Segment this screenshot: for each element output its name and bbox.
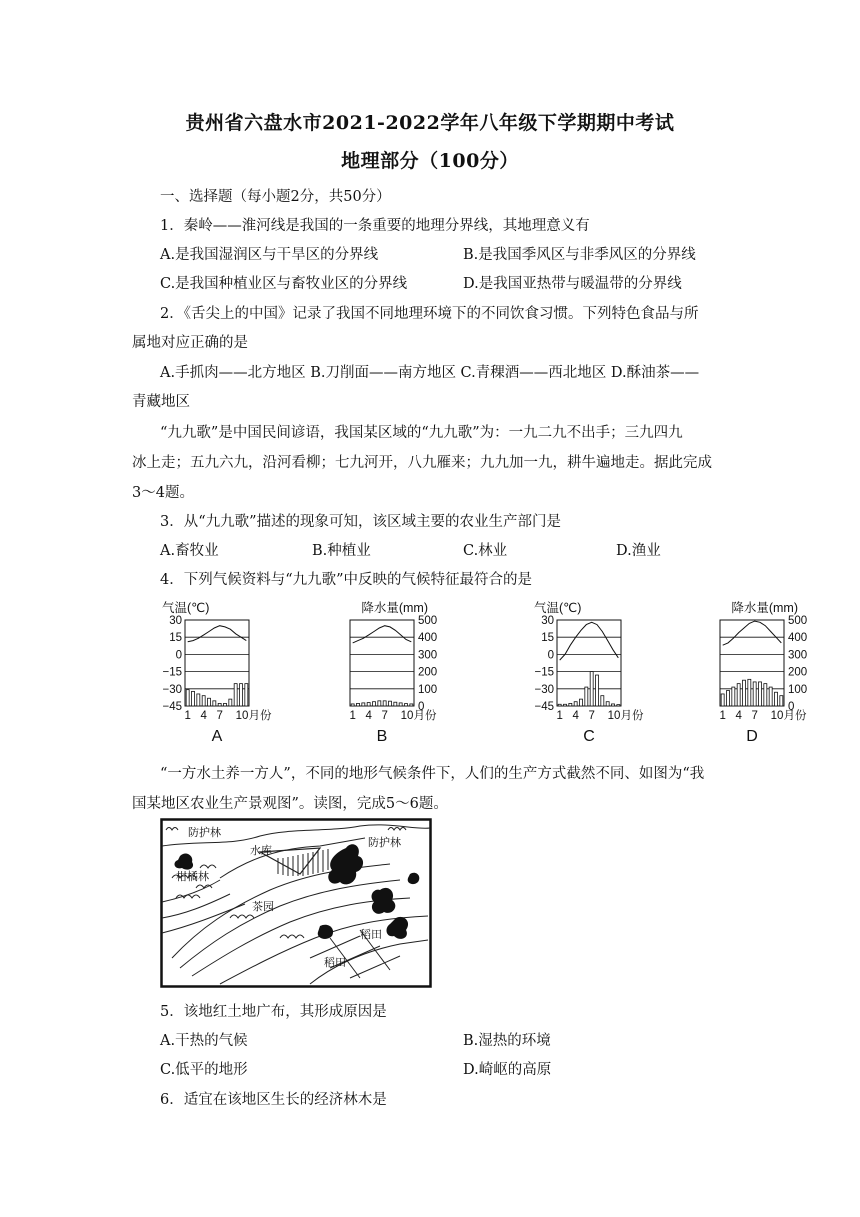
- farm-landscape-figure: [160, 818, 432, 988]
- label-paddy-1: 稻田: [360, 929, 382, 941]
- chart-B-month-tick: 7: [381, 710, 388, 722]
- chart-C-bar-4: [574, 702, 577, 706]
- chart-D-bar-6: [748, 679, 751, 706]
- chart-D-bar-8: [759, 682, 762, 706]
- passage2-line1: “一方水土养一方人”，不同的地形气候条件下，人们的生产方式截然不同、如图为“我: [160, 766, 705, 782]
- chart-C-bar-11: [612, 704, 615, 706]
- q3-option-a: A.畜牧业: [160, 543, 219, 559]
- chart-A-temp-tick: −30: [162, 683, 182, 696]
- q5-stem: 5．该地红土地广布，其形成原因是: [160, 1004, 387, 1020]
- chart-D-month-tick: 4: [735, 710, 742, 722]
- chart-A-temp-tick: −15: [162, 666, 182, 679]
- chart-B-precip-tick: 0: [418, 701, 425, 713]
- chart-B-bar-5: [373, 702, 376, 706]
- chart-A-bar-11: [240, 684, 243, 706]
- chart-D-right-axis-label: 降水量(mm): [731, 601, 798, 615]
- chart-A-left-axis-label: 气温(℃): [162, 601, 210, 615]
- q1-option-a: A.是我国湿润区与干旱区的分界线: [160, 247, 379, 263]
- chart-A-month-tick: 10月份: [235, 710, 272, 722]
- chart-A-bar-9: [229, 699, 232, 706]
- q2-options-line2: 青藏地区: [132, 394, 190, 410]
- q1-stem: 1．秦岭——淮河线是我国的一条重要的地理分界线，其地理意义有: [160, 218, 590, 234]
- climate-charts: [0, 590, 860, 760]
- chart-B-bar-3: [362, 703, 365, 706]
- chart-A-month-tick: 1: [184, 710, 191, 722]
- chart-D-bar-12: [780, 696, 783, 706]
- chart-D-month-tick: 10月份: [770, 710, 807, 722]
- chart-C-temp-tick: −45: [534, 701, 554, 713]
- chart-A-bar-4: [202, 696, 205, 706]
- chart-C-left-axis-label: 气温(℃): [534, 601, 582, 615]
- chart-A-month-tick: 4: [200, 710, 207, 722]
- q5-option-c: C.低平的地形: [160, 1062, 248, 1078]
- chart-B-month-tick: 4: [365, 710, 372, 722]
- chart-A-temp-tick: 30: [169, 615, 182, 627]
- chart-C-month-tick: 4: [572, 710, 579, 722]
- chart-B-precip-tick: 200: [418, 666, 438, 679]
- label-forest-2: 防护林: [368, 837, 401, 849]
- chart-D-temperature-line: [723, 621, 782, 645]
- chart-D-bar-2: [727, 691, 730, 706]
- chart-C-bar-9: [601, 696, 604, 706]
- label-paddy-2: 稻田: [324, 957, 346, 969]
- chart-B-bar-4: [367, 703, 370, 706]
- chart-C-bar-5: [580, 699, 583, 706]
- chart-B-month-tick: 1: [349, 710, 356, 722]
- chart-B-bar-7: [383, 701, 386, 706]
- chart-C-temp-tick: 30: [541, 615, 554, 627]
- chart-C-month-tick: 1: [556, 710, 563, 722]
- chart-B-bar-8: [389, 701, 392, 706]
- passage2-line2: 国某地区农业生产景观图”。读图，完成5～6题。: [132, 796, 448, 812]
- chart-D-panel-label: D: [746, 728, 758, 745]
- chart-D-bar-1: [721, 694, 724, 706]
- chart-B-bar-11: [405, 704, 408, 706]
- passage1-line3: 3～4题。: [132, 485, 194, 501]
- chart-D-month-tick: 1: [719, 710, 726, 722]
- q5-option-a: A.干热的气候: [160, 1033, 248, 1049]
- chart-D-precip-tick: 300: [788, 649, 808, 662]
- page-subtitle: 地理部分（100分）: [341, 150, 519, 172]
- chart-D-bar-11: [775, 692, 778, 706]
- chart-B-precip-tick: 400: [418, 632, 438, 645]
- chart-D-precip-tick: 500: [788, 615, 808, 627]
- chart-B-bar-1: [351, 704, 354, 706]
- q1-option-d: D.是我国亚热带与暖温带的分界线: [463, 276, 682, 292]
- chart-C-temp-tick: 15: [541, 632, 554, 645]
- chart-D-bar-4: [737, 684, 740, 706]
- chart-B-precip-tick: 500: [418, 615, 438, 627]
- q6-stem: 6．适宜在该地区生长的经济林木是: [160, 1092, 387, 1108]
- chart-A-bar-2: [192, 691, 195, 706]
- passage1-line2: 冰上走；五九六九，沿河看柳；七九河开，八九雁来；九九加一九，耕牛遍地走。据此完成: [132, 455, 712, 471]
- chart-D-bar-5: [743, 680, 746, 706]
- chart-C-bar-10: [606, 702, 609, 706]
- chart-C-bar-7: [590, 672, 593, 706]
- chart-A-bar-5: [208, 698, 211, 706]
- q5-option-d: D.崎岖的高原: [463, 1062, 552, 1078]
- chart-D-month-tick: 7: [751, 710, 758, 722]
- chart-A-bar-7: [218, 703, 221, 706]
- chart-A-panel-label: A: [211, 728, 223, 745]
- q3-option-c: C.林业: [463, 543, 508, 559]
- chart-A-temp-tick: 15: [169, 632, 182, 645]
- chart-D-precip-tick: 100: [788, 683, 808, 696]
- label-forest-1: 防护林: [188, 827, 221, 839]
- chart-D-precip-tick: 0: [788, 701, 795, 713]
- chart-C-temp-tick: −15: [534, 666, 554, 679]
- chart-B-precip-tick: 300: [418, 649, 438, 662]
- chart-B-bar-10: [399, 703, 402, 706]
- chart-B-precip-tick: 100: [418, 683, 438, 696]
- chart-C-bar-3: [569, 703, 572, 706]
- q1-option-b: B.是我国季风区与非季风区的分界线: [463, 247, 696, 263]
- chart-A-temperature-line: [188, 626, 247, 642]
- chart-D-precip-tick: 400: [788, 632, 808, 645]
- passage1-line1: “九九歌”是中国民间谚语，我国某区域的“九九歌”为：一九二九不出手；三九四九: [160, 425, 683, 441]
- q2-stem-line1: 2．《舌尖上的中国》记录了我国不同地理环境下的不同饮食习惯。下列特色食品与所: [160, 306, 699, 322]
- chart-D-bar-9: [764, 684, 767, 706]
- chart-C-panel-label: C: [583, 728, 595, 745]
- chart-D-precip-tick: 200: [788, 666, 808, 679]
- label-citrus: 柑橘林: [176, 871, 209, 883]
- chart-A-bar-8: [224, 703, 227, 706]
- q5-option-b: B.湿热的环境: [463, 1033, 551, 1049]
- chart-B-month-tick: 10月份: [400, 710, 437, 722]
- chart-C-temp-tick: 0: [547, 649, 554, 662]
- chart-B-bar-9: [394, 702, 397, 706]
- chart-B-bar-6: [378, 701, 381, 706]
- chart-A-bar-12: [245, 684, 248, 706]
- chart-C-frame: [557, 620, 621, 706]
- chart-B-temperature-line: [353, 626, 412, 643]
- chart-B-frame: [350, 620, 414, 706]
- q2-options-line1: A.手抓肉——北方地区 B.刀削面——南方地区 C.青稞酒——西北地区 D.酥油茶——: [160, 365, 700, 381]
- q3-option-d: D.渔业: [616, 543, 661, 559]
- page-title: 贵州省六盘水市2021-2022学年八年级下学期期中考试: [185, 112, 675, 134]
- chart-A-bar-3: [197, 694, 200, 706]
- chart-C-bar-6: [585, 687, 588, 706]
- chart-B-panel-label: B: [376, 728, 388, 745]
- chart-C-bar-2: [564, 704, 567, 706]
- chart-D-bar-7: [753, 682, 756, 706]
- chart-B-bar-12: [410, 704, 413, 706]
- chart-B-bar-2: [357, 703, 360, 706]
- chart-C-month-tick: 7: [588, 710, 595, 722]
- q2-stem-line2: 属地对应正确的是: [132, 335, 248, 351]
- q1-option-c: C.是我国种植业区与畜牧业区的分界线: [160, 276, 408, 292]
- section-heading: 一、选择题（每小题2分，共50分）: [160, 189, 391, 205]
- chart-A-bar-6: [213, 701, 216, 706]
- chart-C-month-tick: 10月份: [607, 710, 644, 722]
- chart-A-temp-tick: 0: [175, 649, 182, 662]
- chart-C-bar-8: [596, 675, 599, 706]
- chart-A-month-tick: 7: [216, 710, 223, 722]
- chart-C-bar-12: [617, 705, 620, 706]
- chart-A-temp-tick: −45: [162, 701, 182, 713]
- q3-option-b: B.种植业: [312, 543, 371, 559]
- chart-A-bar-10: [234, 684, 237, 706]
- q4-stem: 4．下列气候资料与“九九歌”中反映的气候特征最符合的是: [160, 572, 533, 588]
- chart-D-bar-10: [769, 687, 772, 706]
- chart-C-temp-tick: −30: [534, 683, 554, 696]
- chart-A-bar-1: [186, 690, 189, 706]
- label-reservoir: 水库: [250, 845, 272, 857]
- chart-D-bar-3: [732, 687, 735, 706]
- q3-stem: 3．从“九九歌”描述的现象可知，该区域主要的农业生产部门是: [160, 514, 562, 530]
- chart-B-right-axis-label: 降水量(mm): [361, 601, 428, 615]
- chart-C-bar-1: [558, 704, 561, 706]
- label-tea: 茶园: [252, 901, 274, 913]
